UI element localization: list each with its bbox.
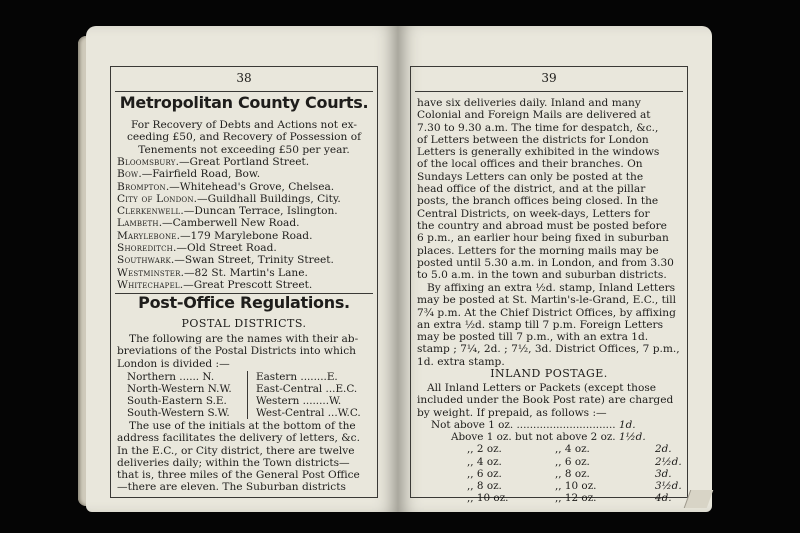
text-line: of Letters between the districts for London <box>417 133 649 146</box>
inland-postage-heading: INLAND POSTAGE. <box>490 367 608 380</box>
court-entry <box>117 230 371 242</box>
court-name: Bloomsbury <box>117 156 176 168</box>
rate-row <box>431 456 682 468</box>
district-row <box>127 371 386 383</box>
text-line: Colonial and Foreign Mails are delivered at <box>417 109 651 122</box>
court-name: Lambeth <box>117 217 159 230</box>
rate-weight-from: ,, 4 oz. <box>467 455 502 468</box>
court-entry <box>117 205 371 217</box>
district-row <box>127 383 386 395</box>
court-name: Bow <box>117 168 139 181</box>
text-line: posts, the branch offices being closed. In the <box>417 195 659 208</box>
rate-weight-to: ,, 8 oz. <box>555 467 590 480</box>
text-line: included under the Book Post rate) are charged <box>417 394 674 407</box>
rate-row <box>431 480 682 492</box>
rate-price: 3½d. <box>655 479 682 492</box>
rate-row <box>431 492 682 504</box>
court-entry <box>117 193 371 205</box>
court-name: City of London <box>117 192 194 205</box>
court-name: Southwark <box>117 254 171 267</box>
text-line: an extra ½d. stamp till 7 p.m. Foreign Letters <box>417 318 663 331</box>
rate-row <box>431 419 682 431</box>
rate-price: 2d. <box>655 443 672 456</box>
court-address: .—Great Portland Street. <box>175 156 310 168</box>
rate-row <box>431 468 682 480</box>
district-row <box>127 407 386 419</box>
court-entry <box>117 279 371 291</box>
text-line: All Inland Letters or Packets (except those <box>427 382 657 394</box>
rate-weight-from: ,, 6 oz. <box>467 467 502 480</box>
district-cell: South-Eastern S.E. <box>127 395 227 407</box>
district-cell: East-Central ...E.C. <box>247 383 386 395</box>
text-line: may be posted at St. Martin's-le-Grand, E.C., till <box>417 294 676 307</box>
text-line: to 5.0 a.m. in the town and suburban districts. <box>417 269 667 282</box>
rate-weight-to: ,, 12 oz. <box>555 492 597 505</box>
closing-text: The use of the initials at the bottom of the address facilitates the delivery of letters, &c. In the E.C., or City district, there are twelve deliveries daily; within the Town districts— that is, three miles of the General Post Office —there are eleven. The Suburban districts <box>117 420 360 494</box>
court-name: Shoreditch <box>117 242 173 255</box>
left-page <box>86 26 398 512</box>
rate-weight-from: ,, 10 oz. <box>467 492 509 505</box>
districts-table <box>127 371 386 419</box>
rate-price: 1d. <box>619 419 636 431</box>
postage-rates-table <box>431 419 682 504</box>
text-line: 7¾ p.m. At the Chief District Offices, by affixing <box>417 306 676 319</box>
paragraph-deliveries <box>417 97 681 281</box>
court-entry <box>117 267 371 279</box>
court-entry <box>117 254 371 266</box>
text-line: head office of the district, and at the pillar <box>417 183 646 196</box>
district-cell: Eastern ........E. <box>247 371 386 383</box>
court-address: .—Old Street Road. <box>173 242 277 255</box>
court-entry <box>117 181 371 193</box>
rate-price: 2½d. <box>655 455 682 468</box>
page-number: 38 <box>236 71 252 85</box>
text-line: the country and abroad must be posted before <box>417 219 667 232</box>
district-cell: North-Western N.W. <box>127 383 232 395</box>
district-cell: Western ........W. <box>247 395 386 407</box>
court-name: Clerkenwell <box>117 205 181 218</box>
court-address: .—Great Prescott Street. <box>179 278 313 291</box>
rate-weight-to: ,, 10 oz. <box>555 479 597 492</box>
rate-weight-from: Above 1 oz. but not above 2 oz. <box>451 431 616 444</box>
text-line: 1d. extra stamp. <box>417 355 505 368</box>
text-line: Letters is generally exhibited in the windows <box>417 146 660 159</box>
text-line: places. Letters for the morning mails may be <box>417 244 659 257</box>
rate-row <box>431 431 682 443</box>
courts-intro: For Recovery of Debts and Actions not ex- ceeding £50, and Recovery of Possession of Tenements not exceeding £50 per year. <box>126 119 362 156</box>
rate-row <box>431 443 682 455</box>
section-title: Post-Office Regulations. <box>138 293 350 312</box>
text-line: By affixing an extra ½d. stamp, Inland Letters <box>427 282 676 294</box>
divider <box>115 91 373 92</box>
court-address: .—Duncan Terrace, Islington. <box>180 205 338 218</box>
court-address: .—Fairfield Road, Bow. <box>138 168 261 181</box>
left-page-frame <box>110 66 378 498</box>
court-entry <box>117 242 371 254</box>
rate-price: 1½d. <box>619 431 646 444</box>
district-row <box>127 395 386 407</box>
rate-price: 3d. <box>655 467 672 480</box>
court-entry <box>117 217 371 229</box>
page-title: Metropolitan County Courts. <box>119 93 369 112</box>
rate-weight-to: ,, 4 oz. <box>555 443 590 456</box>
text-line: Sundays Letters can only be posted at the <box>417 170 644 183</box>
inland-intro <box>417 382 681 419</box>
right-page <box>398 26 712 512</box>
courts-list <box>117 156 371 291</box>
divider <box>415 91 683 92</box>
court-name: Westminster <box>117 266 181 279</box>
court-name: Brompton <box>117 180 166 193</box>
court-address: .—82 St. Martin's Lane. <box>180 266 308 279</box>
court-entry <box>117 156 371 168</box>
district-cell: South-Western S.W. <box>127 407 230 419</box>
rate-weight-from: Not above 1 oz. .............................. <box>431 419 616 431</box>
page-number: 39 <box>541 71 557 85</box>
folded-page-corner <box>684 490 714 508</box>
text-line: 7.30 to 9.30 a.m. The time for despatch, &c., <box>417 121 659 134</box>
text-line: of the local offices and their branches. On <box>417 158 643 171</box>
court-entry <box>117 168 371 180</box>
court-name: Whitechapel <box>117 278 180 291</box>
open-book <box>86 26 712 512</box>
text-line: Central Districts, on week-days, Letters for <box>417 207 650 220</box>
rate-weight-from: ,, 8 oz. <box>467 479 502 492</box>
rate-price: 4d. <box>655 492 672 505</box>
district-cell: West-Central ...W.C. <box>247 407 386 419</box>
court-address: .—Guildhall Buildings, City. <box>193 192 341 205</box>
text-line: stamp ; 7¼, 2d. ; 7½, 3d. District Offices, 7 p.m., <box>417 343 680 356</box>
text-line: posted until 5.30 a.m. in London, and from 3.30 <box>417 256 674 269</box>
court-address: .—Whitehead's Grove, Chelsea. <box>165 180 335 193</box>
text-line: by weight. If prepaid, as follows :— <box>417 406 607 419</box>
rate-weight-to: ,, 6 oz. <box>555 455 590 468</box>
court-name: Marylebone <box>117 229 177 242</box>
right-page-frame <box>410 66 688 505</box>
paragraph-late-posting <box>417 282 681 368</box>
court-address: .—179 Marylebone Road. <box>176 229 313 242</box>
text-line: 6 p.m., an earlier hour being fixed in suburban <box>417 232 669 245</box>
court-address: .—Swan Street, Trinity Street. <box>170 254 334 267</box>
rate-weight-from: ,, 2 oz. <box>467 443 502 456</box>
text-line: may be posted till 7 p.m., with an extra 1d. <box>417 331 649 344</box>
text-line: have six deliveries daily. Inland and many <box>417 97 641 109</box>
section-subtitle: POSTAL DISTRICTS. <box>181 317 307 330</box>
court-address: .—Camberwell New Road. <box>158 217 300 230</box>
districts-intro: The following are the names with their ab- breviations of the Postal Districts into which London is divided :— <box>117 333 359 370</box>
district-cell: Northern ...... N. <box>127 371 215 383</box>
